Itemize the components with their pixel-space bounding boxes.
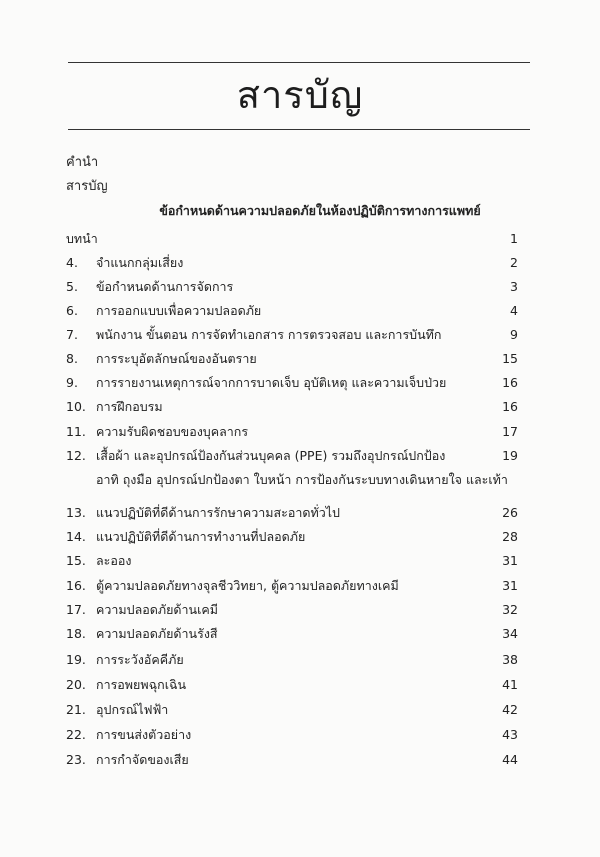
toc-entry-page: 41: [502, 677, 518, 692]
toc-entry-page: 44: [502, 752, 518, 767]
toc-entry-number: 8.: [66, 351, 78, 366]
toc-entry-page: 31: [502, 578, 518, 593]
toc-entry: [66, 375, 518, 391]
toc-entry-number: 11.: [66, 424, 86, 439]
toc-entry-title: ความรับผิดชอบของบุคลากร: [96, 424, 249, 439]
toc-entry-title: จำแนกกลุ่มเสี่ยง: [96, 255, 184, 270]
toc-entry-title: ตู้ความปลอดภัยทางจุลชีววิทยา, ตู้ความปลอดภัยทางเคมี: [96, 578, 399, 593]
toc-entry-title: การกำจัดของเสีย: [96, 752, 189, 767]
toc-entry-page: 3: [510, 279, 518, 294]
toc-entry: [66, 424, 518, 440]
toc-entry-title: การขนส่งตัวอย่าง: [96, 727, 192, 742]
toc-entry-number: 6.: [66, 303, 78, 318]
toc-entry: [66, 327, 518, 343]
toc-entry-number: 22.: [66, 727, 86, 742]
toc-entry-number: 13.: [66, 505, 86, 520]
toc-entry-number: 12.: [66, 448, 86, 463]
front-matter-contents: สารบัญ: [66, 179, 108, 194]
toc-entry-page: 42: [502, 702, 518, 717]
toc-entry: [66, 553, 518, 569]
top-rule: [68, 62, 530, 63]
toc-entry: [66, 702, 518, 718]
toc-entry-page: 17: [502, 424, 518, 439]
toc-entry-number: 19.: [66, 652, 86, 667]
toc-entry: [66, 255, 518, 271]
toc-entry: [66, 231, 518, 247]
toc-entry: [66, 602, 518, 618]
toc-entry-title: ข้อกำหนดด้านการจัดการ: [96, 279, 234, 294]
toc-entry: [66, 727, 518, 743]
toc-entry-number: 9.: [66, 375, 78, 390]
page-title: สารบัญ: [236, 73, 364, 117]
toc-entry-title: ละออง: [96, 553, 132, 568]
toc-entry-title: บทนำ: [66, 231, 98, 246]
toc-entry-title: แนวปฏิบัติที่ดีด้านการรักษาความสะอาดทั่วไป: [96, 505, 340, 520]
toc-entry-number: 17.: [66, 602, 86, 617]
toc-entry-title: แนวปฏิบัติที่ดีด้านการทำงานที่ปลอดภัย: [96, 529, 306, 544]
toc-entry-page: 34: [502, 626, 518, 641]
toc-entry-page: 31: [502, 553, 518, 568]
toc-entry-page: 16: [502, 375, 518, 390]
toc-entry-page: 19: [502, 448, 518, 463]
toc-entry-page: 38: [502, 652, 518, 667]
toc-entry-page: 43: [502, 727, 518, 742]
toc-entry-number: 4.: [66, 255, 78, 270]
toc-entry-title: การออกแบบเพื่อความปลอดภัย: [96, 303, 262, 318]
toc-entry-page: 16: [502, 399, 518, 414]
toc-entry-page: 32: [502, 602, 518, 617]
toc-entry-title: ความปลอดภัยด้านรังสี: [96, 626, 218, 641]
toc-entry: [66, 529, 518, 545]
toc-entry: [66, 448, 518, 464]
toc-entry-number: 5.: [66, 279, 78, 294]
toc-entry: [66, 399, 518, 415]
toc-entry-page: 28: [502, 529, 518, 544]
toc-entry-number: 14.: [66, 529, 86, 544]
toc-entry-page: 9: [510, 327, 518, 342]
toc-entry-number: 15.: [66, 553, 86, 568]
toc-entry-title: พนักงาน ขั้นตอน การจัดทำเอกสาร การตรวจสอบ และการบันทึก: [96, 327, 442, 342]
toc-entry: [66, 279, 518, 295]
toc-entry: [66, 677, 518, 693]
bottom-rule: [68, 129, 530, 130]
toc-entry-number: 10.: [66, 399, 86, 414]
toc-entry-title: การระวังอัคคีภัย: [96, 652, 184, 667]
toc-entry-page: 26: [502, 505, 518, 520]
toc-entry: [66, 578, 518, 594]
toc-entry: [66, 351, 518, 367]
toc-entry-title: การอพยพฉุกเฉิน: [96, 677, 187, 692]
toc-entry-number: 23.: [66, 752, 86, 767]
toc-entry: [66, 303, 518, 319]
toc-entry-title: อุปกรณ์ไฟฟ้า: [96, 702, 169, 717]
toc-entry-title: การรายงานเหตุการณ์จากการบาดเจ็บ อุบัติเหตุ และความเจ็บป่วย: [96, 375, 447, 390]
toc-entry-number: 21.: [66, 702, 86, 717]
toc-entry-number: 16.: [66, 578, 86, 593]
toc-entry-number: 7.: [66, 327, 78, 342]
toc-entry: [66, 626, 518, 642]
toc-entry: [66, 505, 518, 521]
toc-entry: [66, 652, 518, 668]
toc-entry-title: การฝึกอบรม: [96, 399, 163, 414]
toc-entry-number: 20.: [66, 677, 86, 692]
toc-entry-page: 2: [510, 255, 518, 270]
toc-entry-number: 18.: [66, 626, 86, 641]
toc-entry-continuation: อาทิ ถุงมือ อุปกรณ์ปกป้องตา ใบหน้า การป้องกันระบบทางเดินหายใจ และเท้า: [96, 472, 508, 487]
toc-entry-page: 1: [510, 231, 518, 246]
toc-entry: [66, 752, 518, 768]
toc-entry-title: การระบุอัตลักษณ์ของอันตราย: [96, 351, 257, 366]
toc-entry-page: 4: [510, 303, 518, 318]
toc-entry-title: เสื้อผ้า และอุปกรณ์ป้องกันส่วนบุคคล (PPE) รวมถึงอุปกรณ์ปกป้อง: [96, 448, 446, 463]
front-matter-preface: คำนำ: [66, 155, 99, 170]
section-heading: ข้อกำหนดด้านความปลอดภัยในห้องปฏิบัติการทางการแพทย์: [159, 203, 481, 218]
toc-entry-page: 15: [502, 351, 518, 366]
toc-entry-title: ความปลอดภัยด้านเคมี: [96, 602, 218, 617]
